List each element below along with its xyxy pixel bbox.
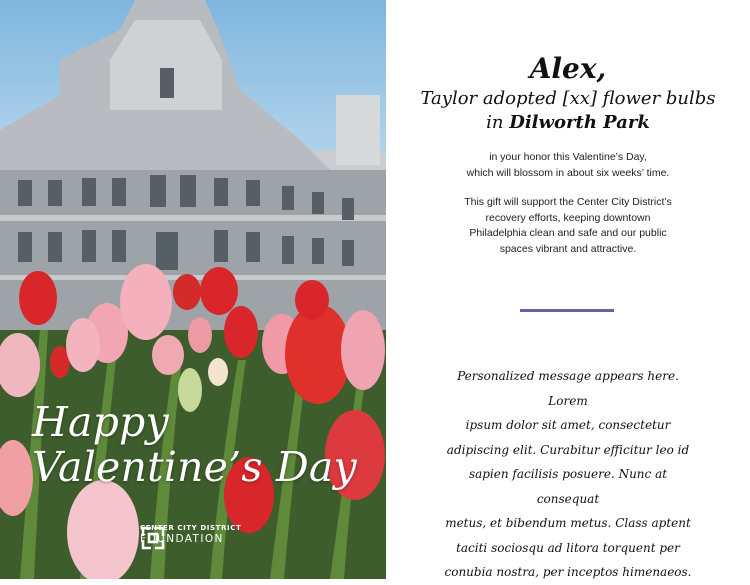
honor-line-2: which will blossom in about six weeks’ time. (466, 166, 670, 179)
support-line-2: recovery efforts, keeping downtown (485, 211, 651, 224)
logo-line-1: CENTER CITY DISTRICT (140, 524, 242, 532)
honor-line-1: in your honor this Valentine’s Day, (489, 151, 647, 163)
recipient-name: Alex, (529, 52, 607, 85)
message-line: adipiscing elit. Curabitur efficitur leo id (446, 442, 690, 457)
foundation-logo (140, 525, 241, 545)
support-line-4: spaces vibrant and attractive. (499, 242, 637, 255)
gift-headline (386, 87, 750, 135)
ccd-logo-icon (140, 525, 166, 551)
greeting-line-1: Happy (32, 398, 169, 446)
message-line: ipsum dolor sit amet, consectetur (465, 418, 671, 432)
support-text (416, 195, 720, 257)
message-line: conubia nostra, per inceptos himenaeos. (444, 565, 692, 579)
card-text-panel (386, 0, 750, 579)
message-line: sapien facilisis posuere. Nunc at consequat (468, 467, 668, 506)
message-line: taciti sociosqu ad litora torquent per (456, 540, 680, 555)
headline-line-2 (386, 111, 750, 135)
personal-message (441, 364, 695, 585)
support-line-3: Philadelphia clean and safe and our public (469, 227, 667, 239)
logo-line-2: FOUNDATION (140, 533, 224, 545)
section-divider (520, 309, 614, 312)
park-name: Dilworth Park (509, 112, 650, 133)
honor-text (416, 150, 720, 181)
headline-line-1: Taylor adopted [xx] flower bulbs (420, 88, 716, 109)
message-line: metus, et bibendum metus. Class aptent (445, 516, 691, 530)
message-line: Personalized message appears here. Lorem (457, 369, 679, 408)
support-line-1: This gift will support the Center City District’s (464, 196, 672, 208)
greeting-heading (32, 400, 357, 490)
greeting-line-2: Valentine’s Day (32, 443, 357, 491)
headline-in: in (486, 112, 504, 133)
